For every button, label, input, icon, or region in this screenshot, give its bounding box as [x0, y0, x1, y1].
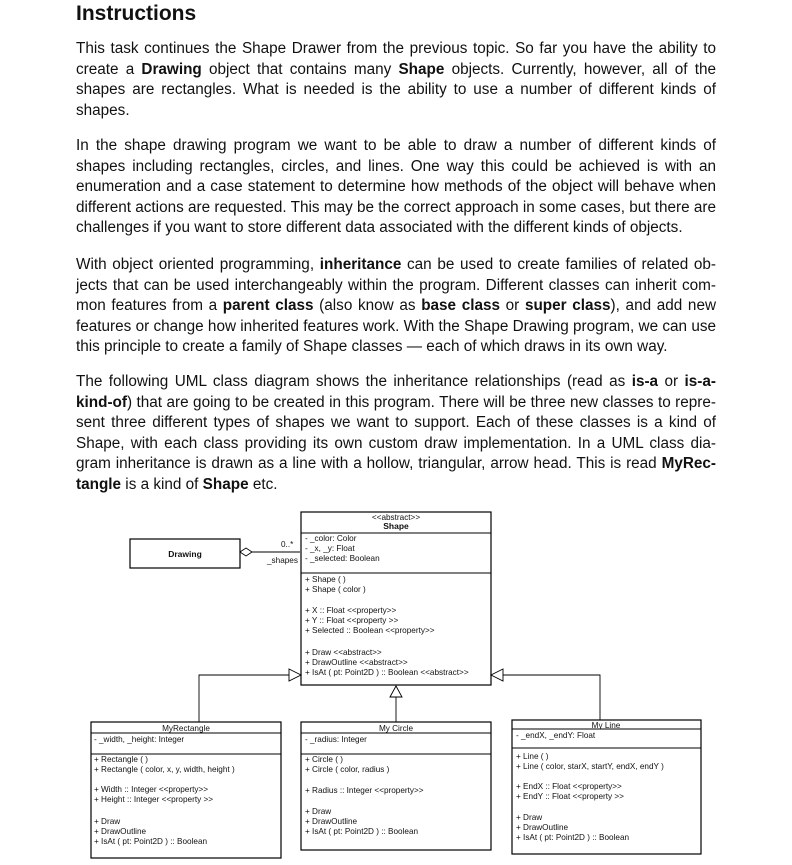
- text-run: ) that are going to be created in this program. There will be three new classes to represent three different types of shapes we want to support. Each of these classes is a kind of Shape, with each class providing its own custom draw implementation. In a UML class diagram inheritance is drawn as a line with a hollow, triangular, arrow head. This is read: [76, 393, 716, 472]
- line-method: + Draw: [516, 813, 543, 822]
- shape-field: - _selected: Boolean: [305, 554, 380, 563]
- shape-constructor: + Shape ( color ): [305, 585, 366, 594]
- line-class-name: My Line: [591, 721, 621, 730]
- bold-term: Shape: [202, 475, 249, 493]
- shape-stereotype: <<abstract>>: [371, 513, 421, 522]
- circle-constructor: + Circle ( color, radius ): [305, 765, 390, 774]
- shape-property: + X :: Float <<property>>: [305, 606, 397, 615]
- text-run: With object oriented programming,: [76, 256, 320, 273]
- line-class: [512, 720, 701, 854]
- bold-term: parent class: [222, 297, 314, 314]
- text-run: objects. Currently, however, all of the shapes are rectangles. What is needed is the ability to use a number of different kinds of shapes.: [76, 60, 716, 119]
- text-run: or: [658, 373, 685, 390]
- shape-field: - _color: Color: [305, 534, 357, 543]
- text-run: This task continues the Shape Drawer from the previous topic. So far you have the ability to create a: [76, 40, 716, 78]
- bold-term: MyRectangle: [76, 455, 716, 493]
- line-field: - _endX, _endY: Float: [516, 731, 596, 740]
- circle-method: + Draw: [305, 807, 332, 816]
- line-inheritance-line: [503, 675, 600, 720]
- line-constructor: + Line ( color, starX, startY, endX, endY ): [516, 762, 664, 771]
- line-inheritance-arrowhead: [491, 669, 503, 681]
- bold-term: super class: [524, 297, 611, 314]
- rectangle-class-name: MyRectangle: [162, 724, 210, 733]
- aggregation-association: [240, 540, 300, 565]
- rectangle-constructor: + Rectangle ( ): [94, 755, 148, 764]
- aggregation-diamond: [240, 548, 252, 556]
- shape-method: + DrawOutline <<abstract>>: [305, 658, 408, 667]
- shape-field: - _x, _y: Float: [305, 544, 355, 553]
- text-run: can be used to create families of related objects that can be used interchangeably within the program. Different classes can inherit common features from a: [76, 256, 717, 314]
- text-run: In the shape drawing program we want to be able to draw a number of different kinds of shapes including rectangles, circles, and lines. One way this could be achieved is with an enumeration and a case statement to determine how methods of the object will behave when different actions are requested. This may be the correct approach in some cases, but there are challenges if you want to store different data associated with the different kinds of objects.: [76, 137, 716, 236]
- shape-property: + Y :: Float <<property >>: [305, 616, 399, 625]
- circle-class-name: My Circle: [378, 724, 414, 733]
- text-run: The following UML class diagram shows the inheritance relationships (read as: [76, 373, 632, 390]
- text-run: or: [500, 297, 525, 314]
- line-constructor: + Line ( ): [516, 752, 549, 761]
- shape-property: + Selected :: Boolean <<property>>: [305, 626, 435, 635]
- rectangle-method: + Draw: [94, 817, 121, 826]
- text-run: ), and add new features or change how inherited features work. With the Shape Drawing program, we can use this principle to create a family of Shape classes — each of which draws in its own way.: [76, 297, 716, 355]
- text-run: etc.: [248, 475, 278, 493]
- circle-field: - _radius: Integer: [305, 735, 367, 744]
- circle-method: + DrawOutline: [305, 817, 358, 826]
- rectangle-property: + Width :: Integer <<property>>: [94, 785, 209, 794]
- rectangle-class: [91, 722, 281, 858]
- page-heading: Instructions: [76, 2, 197, 25]
- drawing-class-name: Drawing: [168, 549, 202, 559]
- circle-method: + IsAt ( pt: Point2D ) :: Boolean: [305, 827, 419, 836]
- association-multiplicity: 0..*: [281, 540, 294, 549]
- rectangle-property: + Height :: Integer <<property >>: [94, 795, 214, 804]
- rectangle-inheritance-arrowhead: [289, 669, 301, 681]
- line-method: + DrawOutline: [516, 823, 569, 832]
- shape-method: + IsAt ( pt: Point2D ) :: Boolean <<abstract>>: [305, 668, 469, 677]
- circle-inheritance-arrowhead: [390, 686, 402, 697]
- rectangle-constructor: + Rectangle ( color, x, y, width, height ): [94, 765, 235, 774]
- circle-class: [301, 722, 491, 850]
- line-property: + EndY :: Float <<property >>: [516, 792, 624, 801]
- bold-term: Drawing: [141, 60, 202, 78]
- shape-class-name: Shape: [383, 521, 409, 531]
- bold-term: inheritance: [319, 256, 402, 273]
- shape-method: + Draw <<abstract>>: [305, 648, 382, 657]
- circle-property: + Radius :: Integer <<property>>: [305, 786, 424, 795]
- text-run: object that contains many: [201, 60, 399, 78]
- rectangle-field: - _width, _height: Integer: [94, 735, 185, 744]
- bold-term: is-a-kind-of: [76, 373, 716, 411]
- rectangle-method: + DrawOutline: [94, 827, 147, 836]
- text-run: (also know as: [313, 297, 422, 314]
- drawing-class: [130, 539, 240, 568]
- rectangle-inheritance-line: [199, 675, 289, 722]
- line-method: + IsAt ( pt: Point2D ) :: Boolean: [516, 833, 630, 842]
- text-run: is a kind of: [121, 475, 203, 493]
- shape-constructor: + Shape ( ): [305, 575, 346, 584]
- association-role: _shapes: [267, 556, 298, 565]
- bold-term: base class: [421, 297, 500, 314]
- circle-constructor: + Circle ( ): [305, 755, 343, 764]
- rectangle-method: + IsAt ( pt: Point2D ) :: Boolean: [94, 837, 208, 846]
- line-property: + EndX :: Float <<property>>: [516, 782, 622, 791]
- bold-term: Shape: [398, 60, 445, 78]
- shape-class: [301, 512, 491, 685]
- bold-term: is-a: [631, 373, 659, 390]
